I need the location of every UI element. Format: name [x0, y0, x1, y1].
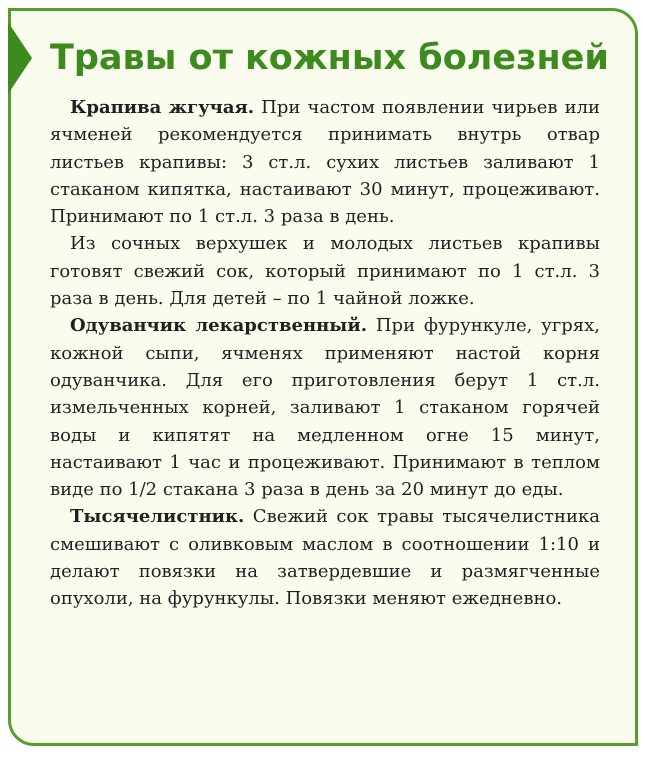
article-title: Травы от кожных болезней	[50, 38, 609, 78]
entry-paragraph	[50, 312, 600, 503]
entry-paragraph	[50, 94, 600, 230]
entry-text: При фурункуле, угрях, кожной сыпи, ячменях применяют настой корня одуванчика. Для его приготовления берут 1 ст.л. измельченных корней, заливают 1 стаканом горячей воды и кипятят на медленном огне 15 минут, настаивают 1 час и процеживают. Принимают в теплом виде по 1/2 стакана 3 раза в день за 20 минут до еды.	[50, 315, 601, 501]
entry-term: Крапива жгучая.	[70, 97, 255, 118]
section-marker-triangle	[8, 22, 32, 94]
entry-paragraph	[50, 230, 600, 312]
article-body	[50, 94, 600, 613]
entry-term: Одуванчик лекарственный.	[70, 315, 367, 337]
entry-term: Тысячелистник.	[70, 506, 245, 528]
entry-paragraph	[50, 503, 600, 612]
entry-text: Свежий сок травы тысячелистника смешивают с оливковым маслом в соотношении 1:10 и делают повязки на затвердевшие и размягченные опухоли, на фурункулы. Повязки меняют ежедневно.	[50, 506, 600, 610]
entry-text: Из сочных верхушек и молодых листьев крапивы готовят свежий сок, который принимают по 1 ст.л. 3 раза в день. Для детей – по 1 чайной ложке.	[50, 233, 600, 310]
entry-text: При частом появлении чирьев или ячменей рекомендуется принимать внутрь отвар листьев крапивы: 3 ст.л. сухих листьев заливают 1 стаканом кипятка, настаивают 30 минут, процеживают. Принимают по 1 ст.л. 3 раза в день.	[50, 97, 601, 228]
